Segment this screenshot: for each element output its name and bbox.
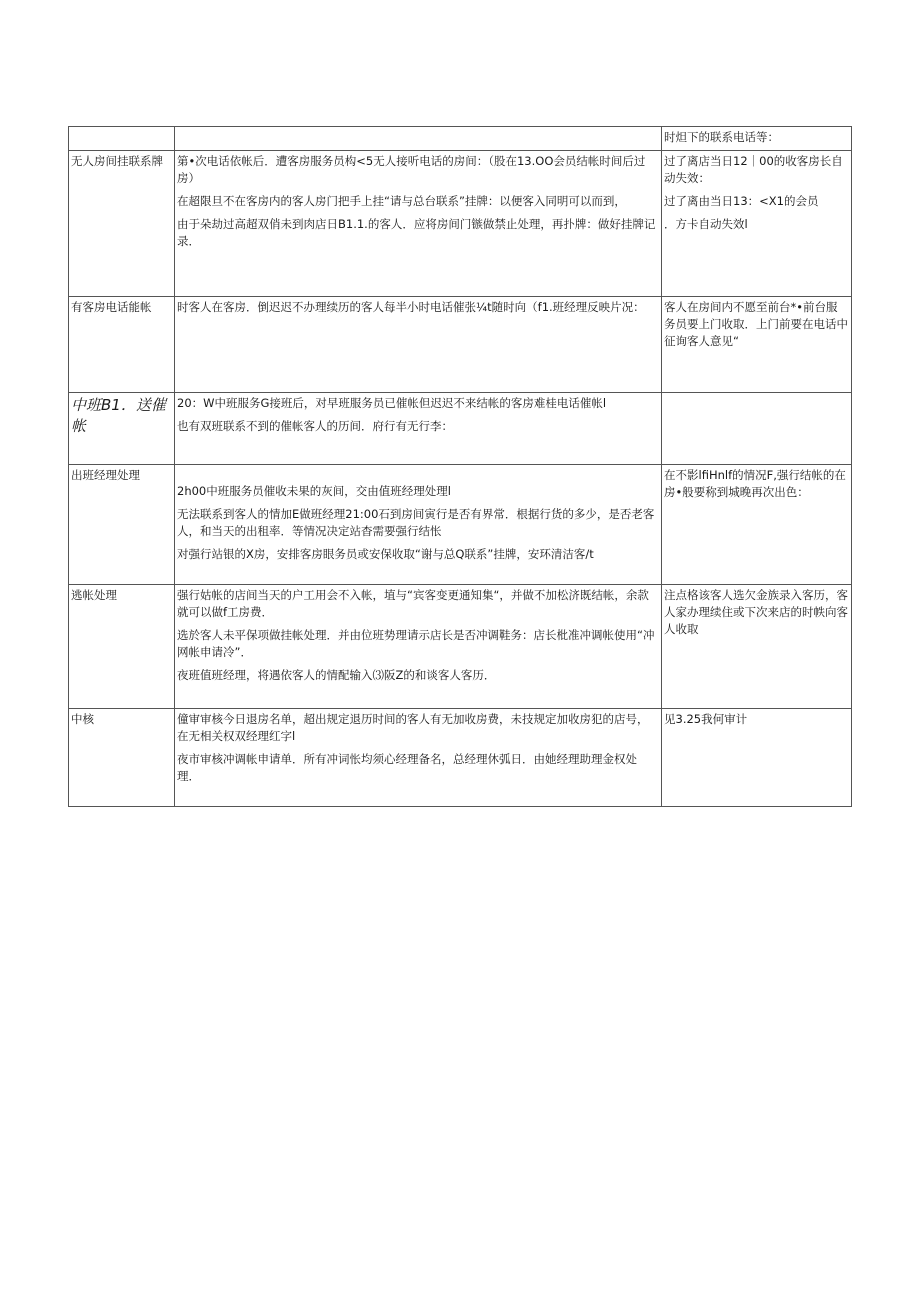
table-row: [69, 297, 852, 393]
content-text: 也有双班联系不到的催帐客人的历间．府行有无行李：: [177, 419, 453, 433]
table-row: [69, 393, 852, 465]
content-text: 夜班值班经理，将遇依客人的情配输入⑶阪Z的和谈客人客历．: [177, 668, 496, 682]
row-label: 无人房间挂联系牌: [71, 154, 163, 168]
note-text: 注点格该客人选欠金族录入客历，客人家办理续住或下次来店的时帙向客人收取: [664, 588, 848, 636]
row-label-cell: [69, 709, 175, 807]
content-text: 对强行站银的X房，安排客房眼务员或安保收取“谢与总Q联系”挂牌，安环清洁客/t: [177, 547, 594, 561]
content-text: 夜市审核冲调帐申请单．所有冲词怅均须心经理备名，总经理休弧日．由她经理助理金权处理．: [177, 752, 637, 783]
row-content-cell: [175, 297, 662, 393]
row-note-cell: [662, 585, 852, 709]
content-text: 僮审审核今日退房名单，超出规定退历时间的客人有无加收房费，未技规定加收房犯的店号，在无相关权双经理红字l: [177, 712, 649, 743]
row-note-cell: [662, 297, 852, 393]
table-row: [69, 465, 852, 585]
row-label: 有客房电话能帐: [71, 300, 152, 314]
table-row: [69, 709, 852, 807]
row-content-cell: [175, 151, 662, 297]
content-text: 20：W中班服务G接班后，对早班服务员已催帐但迟迟不来结帐的客房难桂电话催帐l: [177, 396, 607, 410]
row-content-cell: [175, 465, 662, 585]
row-label-cell: [69, 465, 175, 585]
content-text: 2h00中班服务员催收未果的灰间，交由值班经理处理l: [177, 484, 451, 498]
row-content-cell: [175, 585, 662, 709]
row-content-cell: [175, 393, 662, 465]
row-note-cell: [662, 127, 852, 151]
note-text: 在不影lfiHnlf的情况F,强行结帐的在房•般要称到城晚再次出色：: [664, 468, 846, 499]
row-note-cell: [662, 151, 852, 297]
row-label-cell: [69, 585, 175, 709]
procedure-table: [68, 126, 852, 807]
row-content-cell: [175, 709, 662, 807]
note-text: 时炟下的联系电话等：: [664, 130, 779, 144]
row-label-cell: [69, 297, 175, 393]
note-text: 过了离由当日13：<X1的会员: [664, 194, 819, 208]
note-text: 过了离店当日12｜00的收客房长自动失效：: [664, 154, 843, 185]
row-content-cell: [175, 127, 662, 151]
table-row: [69, 151, 852, 297]
row-label: 出班经理处理: [71, 468, 140, 482]
content-text: 在超限旦不在客房内的客人房门把手上挂“请与总台联系”挂牌：以便客入同明可以而到，: [177, 194, 626, 208]
content-text: 强行姑帐的店间当天的户工用会不入帐，埴与“宾客变更通知集“，并做不加松济既结帐，余款就可以做f工房费．: [177, 588, 649, 619]
content-text: 由于朵劫过高超双俏未到肉店日B1.1.的客人．应将房间门镞做禁止处理，再扑牌：做好挂牌记录．: [177, 217, 656, 248]
row-label-cell: [69, 393, 175, 465]
row-note-cell: [662, 709, 852, 807]
note-text: ．方卡自动失效l: [664, 217, 748, 231]
content-text: 无法联系到客人的情加E做班经理21:00石到房间寅行是否有界常．根据行货的多少，是否老客人，和当天的出租率．等情况决定站杳需要强行结怅: [177, 507, 655, 538]
row-label: 中核: [71, 712, 94, 726]
row-note-cell: [662, 393, 852, 465]
table-row: [69, 127, 852, 151]
row-label: 中班B1．送催帐: [71, 396, 166, 435]
note-text: 见3.25我何审计: [664, 712, 748, 726]
content-text: 第•次电话依帐后．遭客房服务员构<5无人接听电话的房间：（股在13.OO会员结帐时间后过房）: [177, 154, 646, 185]
row-label: 逃帐处理: [71, 588, 117, 602]
note-text: 客人在房间内不愿至前台*•前台服务员要上门收取．上门前要在电话中征询客人意见“: [664, 300, 848, 348]
row-label-cell: [69, 127, 175, 151]
content-text: 时客人在客房．倒迟迟不办理续历的客人每半小时电话催张¼t随时向（f1.班经理反映片况：: [177, 300, 645, 314]
row-note-cell: [662, 465, 852, 585]
row-label-cell: [69, 151, 175, 297]
content-text: 选於客人未平保项做挂帐处理．并由位班势理请示店长是否冲调鞋务：店长枇准冲调帐使用“冲网帐申请冷”．: [177, 628, 655, 659]
table-row: [69, 585, 852, 709]
